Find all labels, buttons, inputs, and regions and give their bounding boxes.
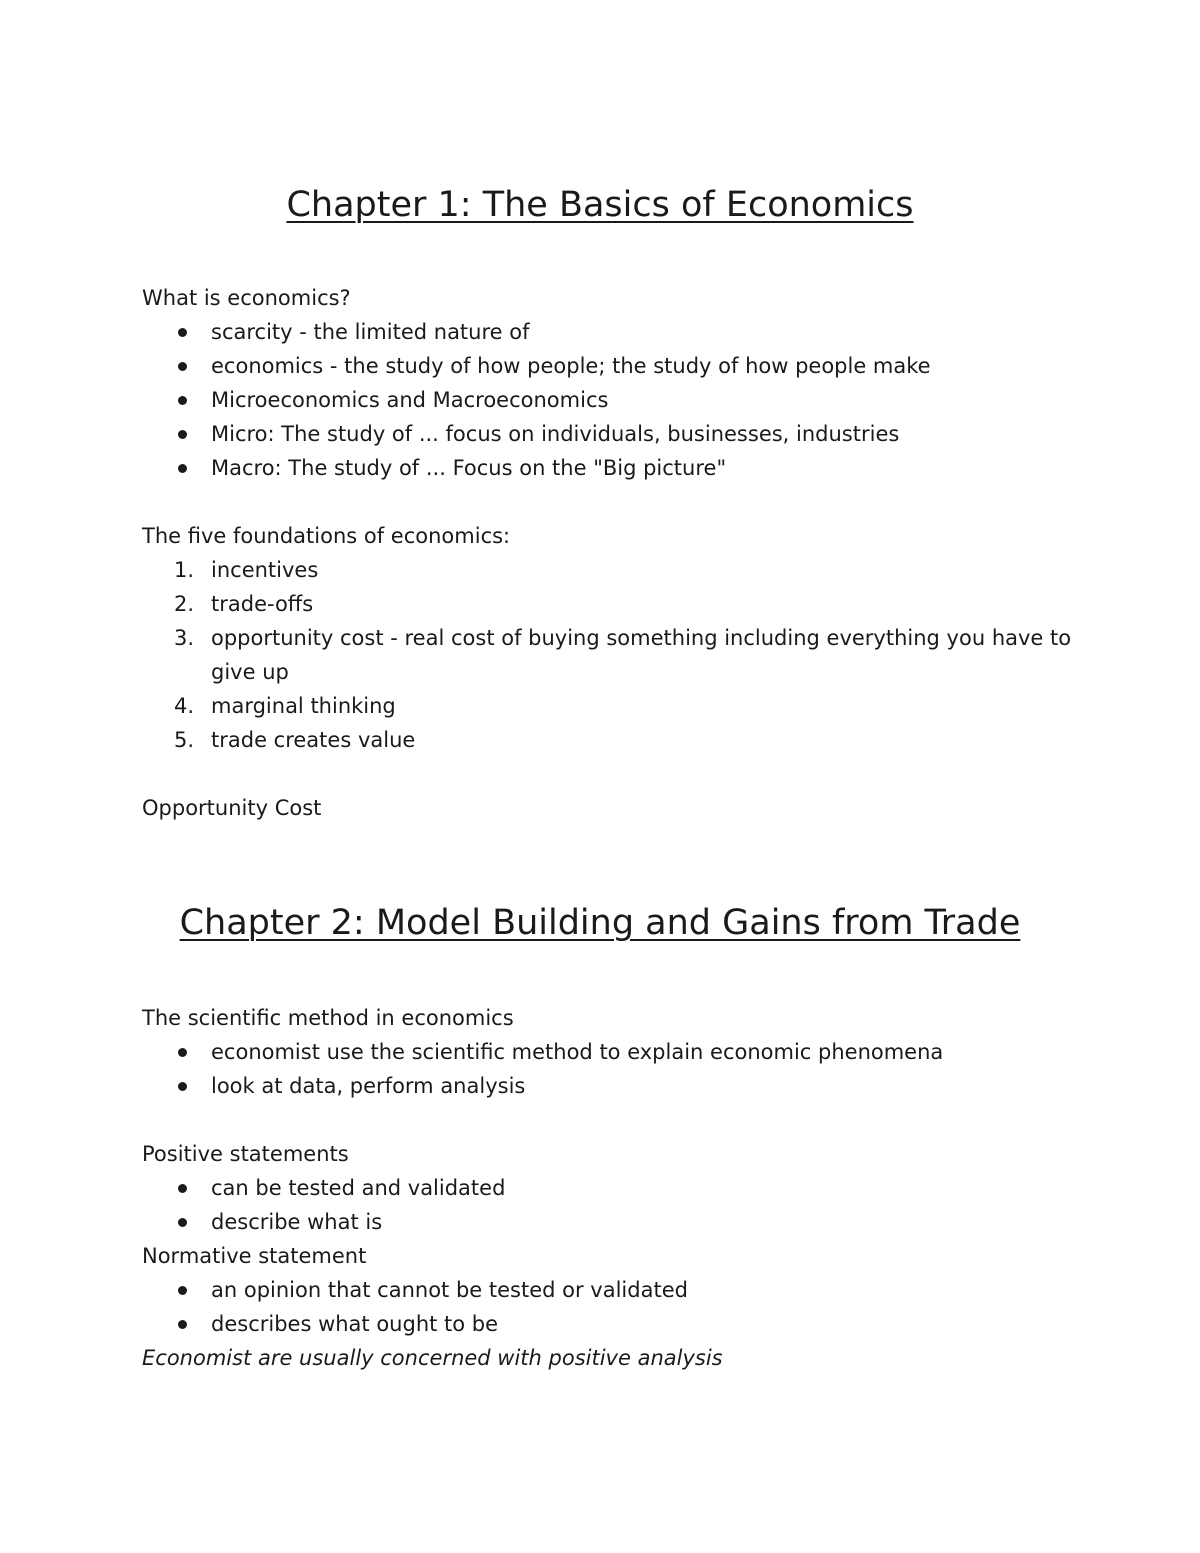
bullet-icon (178, 362, 187, 371)
section-heading-what-is-economics: What is economics? (142, 286, 351, 310)
list-item: Micro: The study of ... focus on individuals, businesses, industries (211, 422, 900, 446)
bullet-icon (178, 1320, 187, 1329)
bullet-icon (178, 1184, 187, 1193)
list-number: 1. (174, 558, 195, 582)
chapter-1-title: Chapter 1: The Basics of Economics (286, 185, 914, 225)
list-item: describe what is (211, 1210, 383, 1234)
chapter-2-title: Chapter 2: Model Building and Gains from Trade (179, 903, 1021, 943)
bullet-icon (178, 328, 187, 337)
positive-analysis-note: Economist are usually concerned with positive analysis (142, 1346, 723, 1370)
list-item: Microeconomics and Macroeconomics (211, 388, 609, 412)
list-number: 3. (174, 626, 195, 650)
list-item: trade-offs (211, 592, 314, 616)
list-item-continuation: give up (211, 660, 289, 684)
bullet-icon (178, 1286, 187, 1295)
section-heading-positive-statements: Positive statements (142, 1142, 349, 1166)
bullet-icon (178, 396, 187, 405)
section-heading-scientific-method: The scientific method in economics (142, 1006, 514, 1030)
section-heading-five-foundations: The five foundations of economics: (142, 524, 511, 548)
bullet-icon (178, 1218, 187, 1227)
bullet-icon (178, 430, 187, 439)
list-item: incentives (211, 558, 319, 582)
section-heading-normative-statement: Normative statement (142, 1244, 367, 1268)
bullet-icon (178, 1082, 187, 1091)
list-item: look at data, perform analysis (211, 1074, 526, 1098)
bullet-icon (178, 464, 187, 473)
bullet-icon (178, 1048, 187, 1057)
section-heading-opportunity-cost: Opportunity Cost (142, 796, 322, 820)
list-item: scarcity - the limited nature of (211, 320, 530, 344)
list-item: economics - the study of how people; the study of how people make (211, 354, 931, 378)
list-number: 2. (174, 592, 195, 616)
list-item: Macro: The study of ... Focus on the "Big picture" (211, 456, 727, 480)
list-number: 5. (174, 728, 195, 752)
list-number: 4. (174, 694, 195, 718)
list-item: can be tested and validated (211, 1176, 506, 1200)
list-item: trade creates value (211, 728, 416, 752)
list-item: opportunity cost - real cost of buying something including everything you have to (211, 626, 1072, 650)
list-item: an opinion that cannot be tested or validated (211, 1278, 688, 1302)
list-item: marginal thinking (211, 694, 396, 718)
list-item: describes what ought to be (211, 1312, 499, 1336)
list-item: economist use the scientific method to explain economic phenomena (211, 1040, 944, 1064)
